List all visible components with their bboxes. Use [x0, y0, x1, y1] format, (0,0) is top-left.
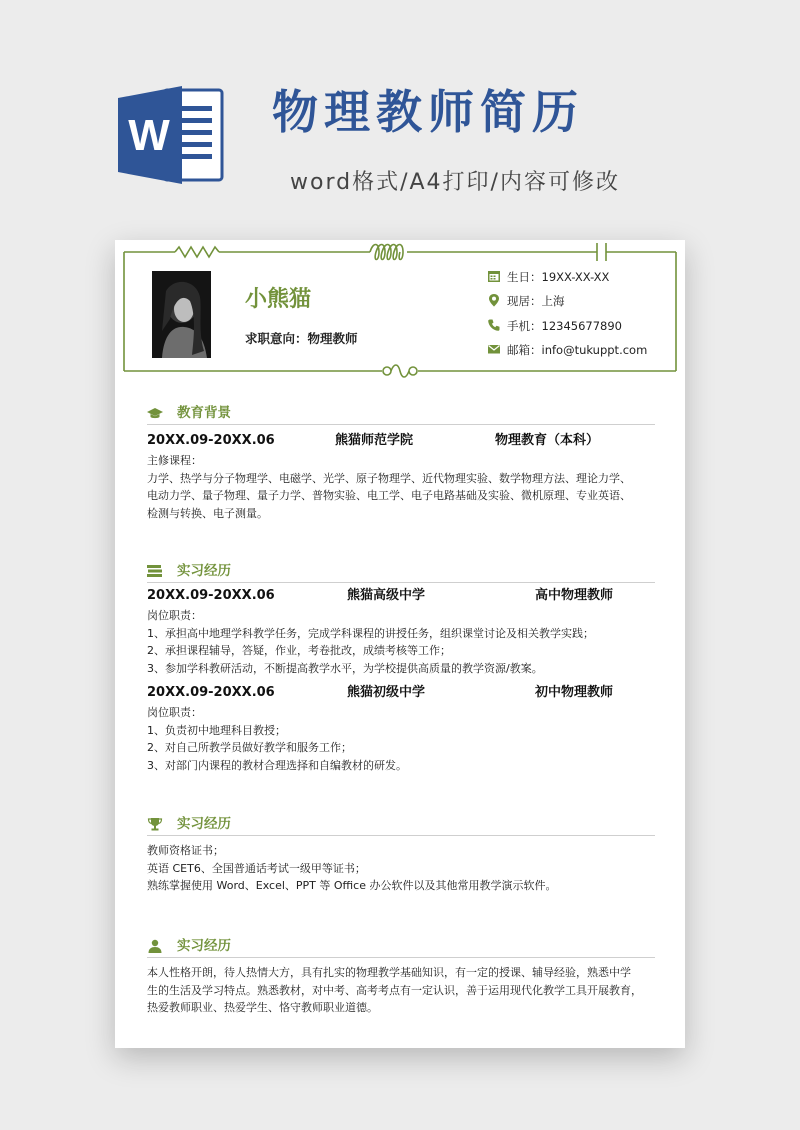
candidate-name: 小熊猫: [245, 287, 312, 312]
job-date: 20XX.09-20XX.06: [147, 588, 275, 603]
job-duty-line: 2、承担课程辅导，答疑，作业，考卷批改，成绩考核等工作；: [147, 644, 451, 657]
info-residence: [487, 292, 565, 310]
job-row: [147, 682, 655, 704]
section-self-evaluation-title: 实习经历: [177, 938, 231, 954]
certificate-line: 熟练掌握使用 Word、Excel、PPT 等 Office 办公软件以及其他常用教学演示软件。: [147, 879, 557, 892]
info-birthday-text: 生日：19XX-XX-XX: [507, 270, 610, 284]
resume-page: [115, 240, 685, 1048]
education-line: 力学、热学与分子物理学、电磁学、光学、原子物理学、近代物理实验、数学物理方法、理论力学、: [147, 471, 631, 485]
location-pin-icon: [487, 293, 501, 307]
job-duty-line: 1、负责初中地理科目教授；: [147, 723, 286, 737]
banner-title: 物理教师简历: [272, 85, 584, 139]
education-row: [147, 430, 655, 452]
word-logo-letter: W: [128, 111, 170, 160]
job-duty-line: 岗位职责：: [147, 706, 202, 719]
person-icon: [147, 939, 163, 953]
section-self-evaluation-header: [147, 937, 655, 958]
job-row: [147, 585, 655, 607]
job-duty-line: 3、对部门内课程的教材合理选择和自编教材的研发。: [147, 758, 407, 772]
certificate-line: 英语 CET6、全国普通话考试一级甲等证书；: [147, 861, 366, 875]
section-internship: [147, 562, 655, 774]
section-education-title: 教育背景: [177, 405, 231, 421]
section-certificates-title: 实习经历: [177, 816, 231, 832]
avatar-photo: [152, 271, 211, 358]
job-org: 熊猫高级中学: [347, 588, 426, 603]
education-line: 主修课程：: [147, 454, 202, 467]
education-major: 物理教育（本科）: [495, 433, 600, 448]
phone-icon: [487, 318, 501, 332]
section-certificates-header: [147, 815, 655, 836]
job-role: 初中物理教师: [535, 685, 614, 700]
section-self-evaluation: [147, 937, 655, 1017]
education-school: 熊猫师范学院: [335, 433, 414, 448]
job-role: 高中物理教师: [535, 588, 614, 603]
mail-icon: [487, 342, 501, 356]
info-residence-text: 现居：上海: [507, 294, 565, 308]
job-duty-line: 3、参加学科教研活动，不断提高教学水平，为学校提供高质量的教学资源/教案。: [147, 661, 543, 675]
graduation-cap-icon: [147, 406, 163, 420]
section-education: [147, 404, 655, 522]
info-phone: [487, 317, 622, 335]
self-evaluation-line: 本人性格开朗，待人热情大方，具有扎实的物理教学基础知识，有一定的授课、辅导经验，熟悉中学: [147, 966, 631, 979]
education-line: 电动力学、量子物理、量子力学、普物实验、电工学、电子电路基础及实验、微机原理、专业英语、: [147, 489, 631, 502]
job-duty-line: 1、承担高中地理学科教学任务，完成学科课程的讲授任务，组织课堂讨论及相关教学实践；: [147, 626, 594, 640]
section-certificates: [147, 815, 655, 895]
books-icon: [147, 564, 163, 578]
job-date: 20XX.09-20XX.06: [147, 685, 275, 700]
job-duty-line: 岗位职责：: [147, 609, 202, 622]
certificate-line: 教师资格证书；: [147, 844, 224, 857]
job-duty-line: 2、对自己所教学员做好教学和服务工作；: [147, 741, 352, 754]
info-phone-text: 手机：12345677890: [507, 319, 622, 333]
self-evaluation-line: 生的生活及学习特点。熟悉教材，对中考、高考考点有一定认识，善于运用现代化教学工具开展教育，: [147, 983, 642, 997]
education-line: 检测与转换、电子测量。: [147, 506, 268, 520]
self-evaluation-line: 热爱教师职业、热爱学生、恪守教师职业道德。: [147, 1001, 378, 1014]
info-email-text: 邮箱：info@tukuppt.com: [507, 343, 648, 357]
section-internship-title: 实习经历: [177, 563, 231, 579]
banner-subtitle: word格式/A4打印/内容可修改: [290, 170, 620, 195]
calendar-icon: [487, 269, 501, 283]
education-date: 20XX.09-20XX.06: [147, 433, 275, 448]
word-logo-icon: [118, 84, 226, 186]
job-org: 熊猫初级中学: [347, 685, 426, 700]
section-internship-header: [147, 562, 655, 583]
info-email: [487, 341, 647, 359]
info-birthday: [487, 268, 609, 286]
section-education-header: [147, 404, 655, 425]
portrait-image: [152, 271, 211, 358]
trophy-icon: [147, 817, 163, 831]
job-intent: 求职意向：物理教师: [245, 331, 358, 346]
